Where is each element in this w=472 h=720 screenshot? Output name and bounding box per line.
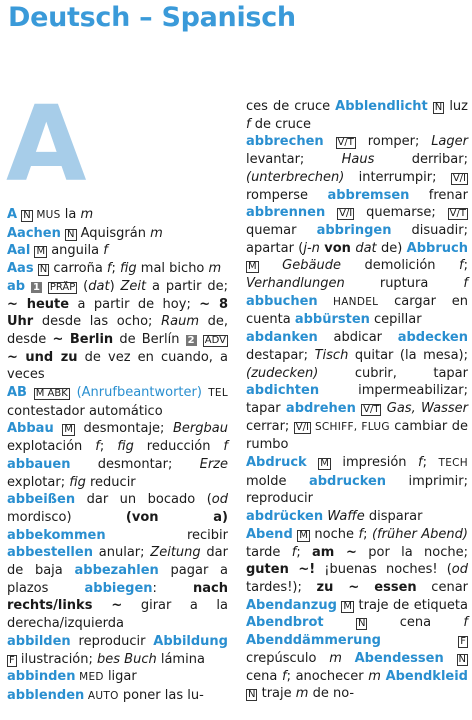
entry-text: explotar;	[7, 474, 70, 490]
bold-phrase: ~ und zu	[7, 349, 78, 365]
sense-number: 2	[187, 334, 195, 346]
italic-text: f	[106, 261, 112, 277]
dictionary-entry	[246, 508, 468, 526]
headword: Abendanzug	[246, 597, 337, 613]
bold-phrase: zu ~ essen	[316, 579, 417, 595]
entry-text: ;	[296, 544, 313, 560]
domain-label: MED	[75, 671, 104, 684]
headword: A	[7, 207, 18, 222]
italic-text: j-n	[303, 240, 320, 256]
italic-text: Haus	[341, 152, 375, 168]
italic-text: Verhandlungen	[246, 276, 345, 292]
italic-text: dat	[88, 278, 110, 294]
grammar-label: N	[67, 228, 75, 240]
headword: abbeißen	[7, 492, 76, 508]
entry-text	[325, 205, 337, 220]
grammar-label: N	[458, 653, 466, 665]
entry-text: anular;	[92, 545, 151, 561]
entry-text	[27, 385, 34, 400]
entry-text: noche	[309, 526, 359, 542]
italic-text: f	[103, 243, 108, 259]
entry-text: de, desde	[7, 314, 229, 347]
entry-text: cena	[246, 668, 282, 684]
entry-text: ruptura	[344, 276, 464, 292]
entry-text: pagar a plazos	[7, 563, 228, 596]
entry-text: ces de cruce	[246, 99, 336, 114]
entry-text: ;	[422, 455, 439, 471]
entry-text: disparar	[364, 509, 423, 525]
domain-label: SCHIFF, FLUG	[310, 420, 390, 433]
sense-number: 1	[32, 281, 40, 293]
headword: abbauen	[7, 456, 71, 472]
entry-text: contestador automático	[7, 403, 163, 419]
entry-text: a partir de;	[146, 278, 228, 294]
entry-text: dar de baja	[7, 545, 228, 579]
headword: abbiegen	[84, 580, 153, 596]
grammar-label: N	[357, 618, 366, 630]
italic-text: fig	[117, 439, 134, 455]
entry-text: traje de etiqueta	[354, 597, 468, 613]
italic-text: f	[291, 544, 297, 560]
left-column	[7, 206, 228, 706]
headword: Abbruch	[406, 240, 468, 256]
entry-text: ; anochecer	[286, 668, 369, 684]
headword: ab	[7, 278, 26, 294]
entry-text: destapar;	[246, 347, 315, 363]
italic-text: f	[281, 668, 287, 684]
entry-text: luz	[444, 99, 468, 114]
entry-text: imprimir; reproducir	[246, 473, 468, 507]
grammar-label: N	[23, 210, 31, 221]
headword: abbürsten	[294, 312, 370, 328]
grammar-label: V/I	[339, 208, 353, 220]
entry-text: de cruce	[250, 116, 311, 132]
italic-text: dat	[355, 240, 377, 256]
grammar-label: N	[248, 689, 256, 701]
headword: abbrechen	[246, 134, 324, 150]
italic-text: m	[368, 668, 381, 684]
dictionary-entry	[7, 242, 228, 260]
italic-text: Gas, Wasser	[386, 400, 468, 416]
italic-text: f	[358, 526, 364, 542]
entry-text: mal bicho	[136, 261, 209, 277]
bold-phrase: ~ Berlin	[52, 331, 114, 347]
expansion-text: (Anrufbeantworter)	[69, 385, 202, 401]
headword: abdrehen	[285, 400, 356, 416]
headword: abbekommen	[7, 527, 106, 543]
section-letter: A	[6, 83, 87, 205]
headword: abbuchen	[246, 293, 318, 309]
entry-text: demolición	[340, 258, 460, 274]
entry-text: quemar	[246, 222, 317, 238]
dictionary-entry	[7, 633, 228, 668]
entry-text: abdicar	[317, 330, 398, 346]
headword: abdanken	[246, 330, 318, 346]
bold-phrase: (von a)	[125, 509, 228, 525]
entry-text: Aquisgrán	[76, 225, 151, 241]
headword: abbestellen	[7, 545, 93, 561]
entry-text: ;	[111, 261, 121, 277]
entry-text: carroña	[49, 261, 107, 277]
headword: Aas	[7, 261, 34, 277]
entry-text: levantar;	[246, 152, 342, 168]
italic-text: Bergbau	[173, 421, 228, 437]
headword: Abenddämmerung	[246, 633, 381, 649]
dictionary-entry	[246, 526, 468, 703]
italic-text: (unterbrechen)	[246, 169, 345, 185]
entry-text: girar a la derecha/izquierda	[7, 598, 228, 632]
italic-text: f	[459, 258, 464, 274]
entry-text: cambiar de rumbo	[246, 418, 468, 453]
grammar-label: F	[460, 636, 466, 648]
italic-text: f	[463, 615, 468, 631]
entry-text: anguila	[47, 243, 104, 259]
italic-text: fig	[69, 474, 86, 490]
entry-text: )	[109, 278, 121, 294]
italic-text: bes Buch	[97, 651, 157, 667]
headword: Abbau	[7, 421, 54, 437]
entry-text: ;	[99, 439, 118, 455]
grammar-label: V/T	[363, 403, 380, 415]
entry-text: cerrar;	[246, 418, 294, 434]
entry-text: de no-	[308, 686, 355, 702]
grammar-label: ADV	[204, 334, 226, 346]
headword: Abend	[246, 526, 293, 542]
headword: Aachen	[7, 225, 61, 241]
italic-text: m	[150, 225, 163, 241]
entry-text: cargar en cuenta	[246, 293, 468, 328]
entry-text: lámina	[156, 651, 205, 667]
grammar-label: N	[39, 264, 48, 276]
grammar-label: M	[248, 261, 257, 273]
entry-text: ligar	[103, 669, 137, 685]
grammar-label: V/T	[337, 137, 354, 149]
entry-text	[444, 651, 457, 666]
domain-label: HANDEL	[317, 295, 379, 308]
bold-phrase: guten ~!	[246, 562, 316, 578]
italic-text: Lager	[431, 134, 468, 150]
headword: Abendessen	[354, 650, 444, 666]
grammar-label: PRÄP	[49, 281, 76, 293]
domain-label: MUS	[32, 209, 61, 221]
grammar-label: M ABK	[35, 388, 68, 400]
entry-text	[381, 633, 458, 648]
right-column	[246, 98, 468, 703]
headword: abbremsen	[327, 187, 410, 203]
dictionary-entry	[246, 454, 468, 508]
dictionary-entry	[246, 133, 468, 329]
entry-text: desmontar;	[70, 456, 200, 472]
entry-text: ;	[463, 258, 469, 274]
entry-text: cubrir, tapar	[318, 365, 468, 381]
entry-text	[259, 258, 283, 273]
entry-text: la	[60, 207, 81, 222]
headword: abbinden	[7, 669, 76, 685]
italic-text: m	[80, 207, 94, 222]
headword: abdrücken	[246, 509, 324, 525]
italic-text: od	[211, 492, 228, 508]
dictionary-entry	[7, 225, 228, 243]
headword: abbilden	[7, 633, 71, 649]
entry-text: disuadir; apartar (	[246, 222, 468, 256]
domain-label: AUTO	[84, 689, 119, 702]
entry-text	[324, 134, 336, 149]
entry-text: ;	[363, 526, 372, 542]
entry-text: quitar (la mesa);	[348, 347, 468, 363]
entry-text: reducir	[85, 474, 136, 490]
dictionary-entry	[7, 206, 228, 225]
bold-phrase: von	[324, 240, 351, 256]
headword: abdichten	[246, 383, 320, 399]
italic-text: m	[329, 650, 342, 666]
headword: abdecken	[397, 330, 468, 346]
italic-text: f	[95, 439, 100, 455]
domain-label: TECH	[438, 457, 468, 470]
italic-text: Erze	[199, 456, 228, 472]
entry-text: de Berlín	[113, 331, 186, 347]
headword: abbezahlen	[74, 563, 159, 579]
entry-text: romperse	[246, 187, 328, 203]
italic-text: f	[418, 455, 423, 471]
headword: abblenden	[7, 687, 85, 703]
italic-text: Raum	[161, 314, 199, 330]
headword: Aal	[7, 243, 31, 259]
entry-text	[324, 615, 356, 630]
headword: Abendkleid	[385, 668, 468, 684]
entry-text: traje	[257, 686, 296, 702]
entry-text: tardes!);	[246, 579, 317, 595]
entry-text: cenar	[416, 579, 469, 595]
dictionary-entry	[246, 98, 468, 133]
grammar-label: M	[64, 424, 73, 436]
entry-text: de)	[376, 240, 407, 256]
dictionary-entry	[246, 329, 468, 454]
entry-text: poner las lu-	[118, 687, 204, 703]
headword: abdrucken	[308, 473, 387, 489]
dictionary-entry	[7, 668, 228, 687]
domain-label: TEL	[201, 387, 229, 400]
grammar-label: V/I	[452, 172, 466, 184]
italic-text: od	[451, 562, 468, 578]
italic-text: (zudecken)	[246, 365, 319, 381]
entry-text	[54, 421, 63, 436]
italic-text: Waffe	[327, 509, 365, 525]
entry-text: crepúsculo	[246, 650, 330, 666]
entry-text: mordisco)	[7, 509, 126, 525]
entry-text: por la noche;	[356, 544, 468, 560]
grammar-label: M	[36, 246, 46, 258]
entry-text: :	[152, 580, 194, 596]
entry-text: cena	[367, 615, 464, 631]
dictionary-entry	[7, 491, 228, 633]
entry-text: (	[77, 278, 89, 294]
dictionary-entry	[7, 260, 228, 278]
headword: abbringen	[316, 222, 392, 238]
headword: AB	[7, 385, 27, 401]
entry-text: desmontaje;	[74, 421, 174, 437]
italic-text: Gebäude	[282, 258, 341, 274]
dictionary-entry	[7, 278, 228, 384]
entry-text: desde las ocho;	[33, 314, 162, 330]
grammar-label: N	[434, 102, 443, 113]
entry-text: derribar;	[374, 152, 468, 168]
entry-text: frenar	[409, 187, 468, 203]
bold-phrase: nach rechts/links ~	[7, 580, 229, 614]
grammar-label: M	[299, 529, 308, 541]
headword: abbrennen	[246, 205, 326, 221]
entry-text: interrumpir;	[344, 169, 451, 185]
dictionary-entry	[7, 384, 228, 420]
entry-text: romper;	[355, 134, 432, 150]
entry-text: impermeabilizar; tapar	[246, 383, 468, 416]
grammar-label: M	[343, 600, 353, 612]
grammar-label: V/I	[295, 421, 309, 433]
headword: Abblendlicht	[335, 99, 428, 114]
entry-text: a partir de hoy;	[69, 296, 200, 312]
entry-text: reducción	[133, 439, 224, 455]
italic-text: f	[223, 439, 228, 455]
headword: Abdruck	[246, 455, 307, 471]
italic-text: f	[246, 116, 251, 132]
bold-phrase: ~ heute	[7, 296, 70, 312]
italic-text: Zeit	[120, 278, 147, 294]
entry-text: impresión	[330, 455, 419, 471]
grammar-label: M	[320, 458, 329, 470]
headword: Abbildung	[153, 633, 228, 649]
entry-text: cepillar	[369, 312, 422, 328]
dictionary-entry	[7, 420, 228, 491]
entry-text: recibir	[105, 527, 228, 543]
entry-text: ¡buenas noches! (	[315, 562, 452, 578]
italic-text: fig	[120, 261, 137, 277]
entry-text: explotación	[7, 439, 96, 455]
italic-text: Tisch	[314, 347, 349, 363]
italic-text: f	[463, 276, 468, 292]
italic-text: (früher Abend)	[371, 526, 468, 542]
entry-text: molde	[246, 473, 309, 489]
bold-phrase: ~ 8 Uhr	[7, 296, 228, 330]
grammar-label: V/T	[449, 208, 466, 220]
italic-text: m	[295, 686, 309, 702]
entry-text	[342, 651, 355, 666]
entry-text: quemarse;	[354, 205, 448, 221]
italic-text: Zeitung	[150, 545, 201, 561]
page-title: Deutsch – Spanisch	[8, 2, 296, 33]
entry-text: tarde	[246, 544, 292, 560]
entry-text: ilustración;	[16, 651, 98, 667]
entry-text: de vez en cuando, a veces	[7, 349, 228, 383]
headword: Abendbrot	[246, 615, 324, 631]
entry-text: dar un bocado (	[75, 492, 212, 508]
grammar-label: F	[9, 654, 15, 666]
entry-text: reproducir	[70, 633, 154, 649]
italic-text: m	[208, 261, 222, 277]
entry-text	[307, 455, 319, 470]
bold-phrase: am ~	[312, 544, 357, 560]
dictionary-entry	[7, 687, 228, 706]
